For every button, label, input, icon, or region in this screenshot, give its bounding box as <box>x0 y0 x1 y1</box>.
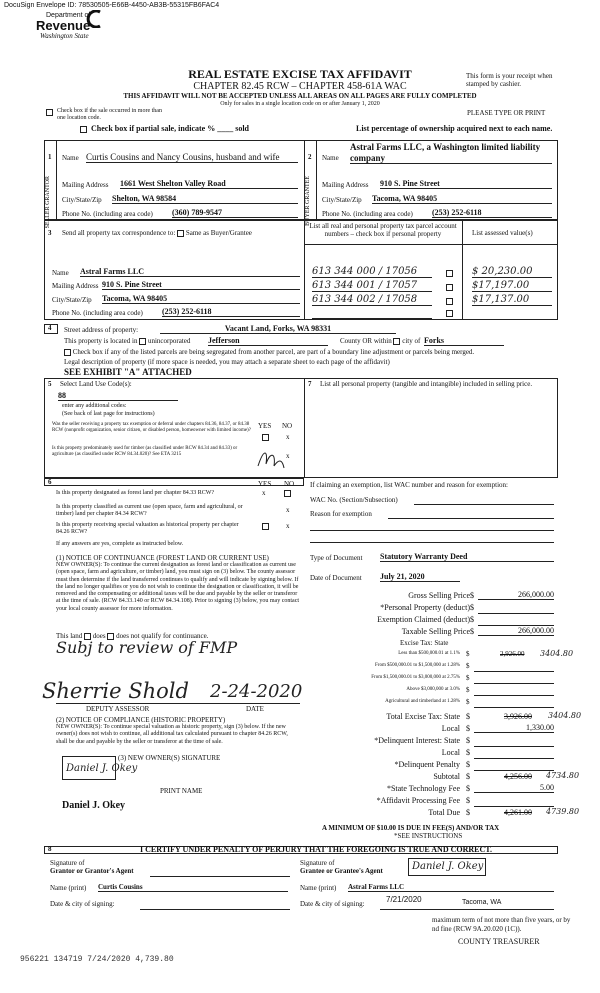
subtotal: 4,256.00 <box>504 772 532 781</box>
assessed-value-1[interactable]: $ 20,230.00 <box>472 266 552 278</box>
tax-city[interactable]: Tacoma, WA 98405 <box>102 294 300 304</box>
document-date[interactable]: July 21, 2020 <box>380 572 460 582</box>
parcel-header: List all real and personal property tax parcel account numbers – check box if personal property <box>309 222 457 238</box>
q-exemption-yes-checkbox[interactable] <box>262 434 269 441</box>
partial-sale-checkbox[interactable] <box>80 126 87 133</box>
buyer-phone[interactable]: (253) 252-6118 <box>432 208 552 218</box>
parcel-1-checkbox[interactable] <box>446 270 453 277</box>
total-state-tax: 3,926.00 <box>504 712 532 721</box>
multi-location-label: Check box if the sale occurred in more than one location code. <box>57 108 162 121</box>
property-address[interactable]: Vacant Land, Forks, WA 98331 <box>160 324 396 334</box>
print-note: PLEASE TYPE OR PRINT <box>467 109 546 117</box>
subtotal-correction: 4734.80 <box>546 771 580 780</box>
q-timber-no-mark: x <box>286 452 290 460</box>
assessor-date: 2-24-2020 <box>210 681 303 702</box>
q-historic-yes-checkbox[interactable] <box>262 523 269 530</box>
assessed-value-2[interactable]: $17,197.00 <box>472 280 552 292</box>
percent-note: List percentage of ownership acquired next to each name. <box>356 124 553 133</box>
notice-compliance-head: (2) NOTICE OF COMPLIANCE (HISTORIC PROPERTY) <box>56 716 226 724</box>
seller-city[interactable]: Shelton, WA 98584 <box>112 194 298 204</box>
parcel-3-checkbox[interactable] <box>446 298 453 305</box>
tax-mailing-address[interactable]: 910 S. Pine Street <box>102 280 300 290</box>
land-use-code[interactable]: 88 <box>58 391 178 401</box>
q-timber: Is this property predominately used for timber (as classified under RCW 84.34 and 84.33) or agriculture (as classified under RCW 84.34.020)? See ETA 3215 <box>52 446 238 457</box>
unincorporated-checkbox[interactable] <box>139 338 146 345</box>
initials-scribble-icon <box>256 446 286 472</box>
total-due: 4,261.00 <box>504 808 532 817</box>
seller-phone[interactable]: (360) 789-9547 <box>172 208 298 218</box>
segregation-checkbox[interactable] <box>64 349 71 356</box>
revenue-logo-icon <box>86 10 104 28</box>
location-line: This property is located in unincorporated <box>64 337 191 345</box>
form-title: REAL ESTATE EXCISE TAX AFFIDAVIT <box>188 67 412 81</box>
land-qualify-line: This land does does not qualify for continuance. <box>56 632 209 640</box>
property-city[interactable]: Forks <box>424 336 504 346</box>
only-note: Only for sales in a single location code on or after January 1, 2020 <box>220 101 380 107</box>
tax-phone[interactable]: (253) 252-6118 <box>162 307 300 317</box>
envelope-id: DocuSign Envelope ID: 78530505-E66B-4450-AB3B-55315FB6FAC4 <box>4 2 220 9</box>
parcel-number-2[interactable]: 613 344 001 / 17057 <box>312 280 432 292</box>
q-historic: Is this property receiving special valuation as historical property per chapter 84.26 RCW? <box>56 522 239 535</box>
correspondence-label: Send all property tax correspondence to: Same as Buyer/Grantee <box>62 229 252 237</box>
total-state-tax-correction: 3404.80 <box>548 711 582 720</box>
assessed-header: List assessed value(s) <box>472 229 533 237</box>
buyer-name-line1[interactable]: Astral Farms LLC, a Washington limited liability <box>350 142 541 152</box>
recording-stamp: 956221 134719 7/24/2020 4,739.80 <box>20 955 174 964</box>
grantee-sign-city: Tacoma, WA <box>462 899 502 906</box>
q-current-use: Is this property classified as current use (open space, farm and agricultural, or timber) land per chapter 84.34 RCW? <box>56 504 243 517</box>
dor-logo: Department of Revenue Washington State <box>36 12 91 40</box>
legal-exhibit: SEE EXHIBIT "A" ATTACHED <box>64 367 192 377</box>
document-type[interactable]: Statutory Warranty Deed <box>380 552 554 562</box>
certify-statement: I CERTIFY UNDER PENALTY OF PERJURY THAT THE FOREGOING IS TRUE AND CORRECT. <box>140 845 493 854</box>
parcel-number-1[interactable]: 613 344 000 / 17056 <box>312 266 432 278</box>
q-forest-yes-mark: x <box>262 489 266 497</box>
county-treasurer: COUNTY TREASURER <box>458 937 540 946</box>
partial-sale-label: Check box if partial sale, indicate % ____ sold <box>91 124 250 133</box>
seller-side-label: SELLER GRANTOR <box>45 176 51 229</box>
parcel-2-checkbox[interactable] <box>446 284 453 291</box>
minimum-note: A MINIMUM OF $10.00 IS DUE IN FEE(S) AND/OR TAX <box>322 824 500 832</box>
total-due-correction: 4739.80 <box>546 807 580 816</box>
q-forest-land: Is this property designated as forest land per chapter 84.33 RCW? <box>56 490 215 496</box>
seller-mailing-address[interactable]: 1661 West Shelton Valley Road <box>120 179 298 189</box>
assessor-note: Subj to review of FMP <box>56 638 238 657</box>
gross-selling-price[interactable]: 266,000.00 <box>478 590 554 600</box>
tax-name[interactable]: Astral Farms LLC <box>80 267 300 277</box>
buyer-city[interactable]: Tacoma, WA 98405 <box>372 194 552 204</box>
q-exemption: Was the seller receiving a property tax exemption or deferral under chapters 84.36, 84.37, or 84.38 RCW (nonprofit organization, senior citizen, or disabled person, homeowner with limited income)? <box>52 422 251 433</box>
multi-location-checkbox[interactable] <box>46 109 53 116</box>
city-of-checkbox[interactable] <box>393 338 400 345</box>
legal-description-label: Legal description of property (if more space is needed, you may attach a separate sheet to each page of the affidavit) <box>64 358 390 366</box>
q-current-use-no-mark: x <box>286 506 290 514</box>
grantee-sign-date: 7/21/2020 <box>386 895 422 904</box>
seller-name[interactable]: Curtis Cousins and Nancy Cousins, husband and wife <box>86 152 298 163</box>
same-as-buyer-checkbox[interactable] <box>177 230 184 237</box>
notice-continuance-head: (1) NOTICE OF CONTINUANCE (FOREST LAND OR CURRENT USE) <box>56 554 269 562</box>
form-warning: THIS AFFIDAVIT WILL NOT BE ACCEPTED UNLESS ALL AREAS ON ALL PAGES ARE FULLY COMPLETED <box>123 92 477 100</box>
assessed-value-3[interactable]: $17,137.00 <box>472 294 552 306</box>
q-forest-no-checkbox[interactable] <box>284 490 291 497</box>
form-subtitle: CHAPTER 82.45 RCW – CHAPTER 458-61A WAC <box>193 81 407 92</box>
q-exemption-no-mark: x <box>286 433 290 441</box>
notice-compliance-body: NEW OWNER(S): To continue special valuation as historic property, sign (3) below. If the new owner(s) does not wish to continue, all additional tax calculated pursuant to chapter 84.26 RCW, shall be due and payable by the seller or transferor at the time of sale. <box>56 724 288 745</box>
taxable-selling-price[interactable]: 266,000.00 <box>478 626 554 636</box>
notice-continuance-body: NEW OWNER(S): To continue the current designation as forest land or classification as current use (open space, farm and agriculture, or timber) land, you must sign on (3) below. The county assessor must then determine if the land transferred continues to qualify and will indicate by signing below. If the land no longer qualifies or you do not wish to continue the designation or classification, it will be removed and the compensating or additional taxes will be due and payable by the seller or transferor at the time of sale. (RCW 84.33.140 or RCW 84.34.108). Prior to signing (3) below, you may contact your local county assessor for more information. <box>56 562 300 612</box>
tier1-tax: 2,926.00 <box>500 650 525 658</box>
assessor-signature: Sherrie Shold <box>42 679 189 703</box>
parcel-number-3[interactable]: 613 344 002 / 17058 <box>312 294 432 306</box>
q-historic-no-mark: x <box>286 522 290 530</box>
property-county[interactable]: Jefferson <box>208 336 328 346</box>
local-tax[interactable]: 1,330.00 <box>474 723 554 733</box>
exemption-label: If claiming an exemption, list WAC number and reason for exemption: <box>310 481 508 489</box>
grantor-name[interactable]: Curtis Cousins <box>98 883 288 892</box>
buyer-side-label: BUYER GRANTEE <box>305 176 311 226</box>
personal-property-label: List all personal property (tangible and intangible) included in selling price. <box>320 380 533 388</box>
parcel-4-checkbox[interactable] <box>446 310 453 317</box>
technology-fee[interactable]: 5.00 <box>474 783 554 793</box>
new-owner-signature: Daniel J. Okey <box>66 763 138 774</box>
grantee-name[interactable]: Astral Farms LLC <box>348 883 554 892</box>
new-owner-printed-name: Daniel J. Okey <box>62 800 126 811</box>
tier1-tax-correction: 3404.80 <box>540 649 574 658</box>
grantee-signature: Daniel J. Okey <box>412 861 484 872</box>
buyer-name-line2[interactable]: company <box>350 153 552 164</box>
receipt-note: This form is your receipt when stamped by cashier. <box>466 72 553 88</box>
buyer-mailing-address[interactable]: 910 S. Pine Street <box>380 179 552 189</box>
